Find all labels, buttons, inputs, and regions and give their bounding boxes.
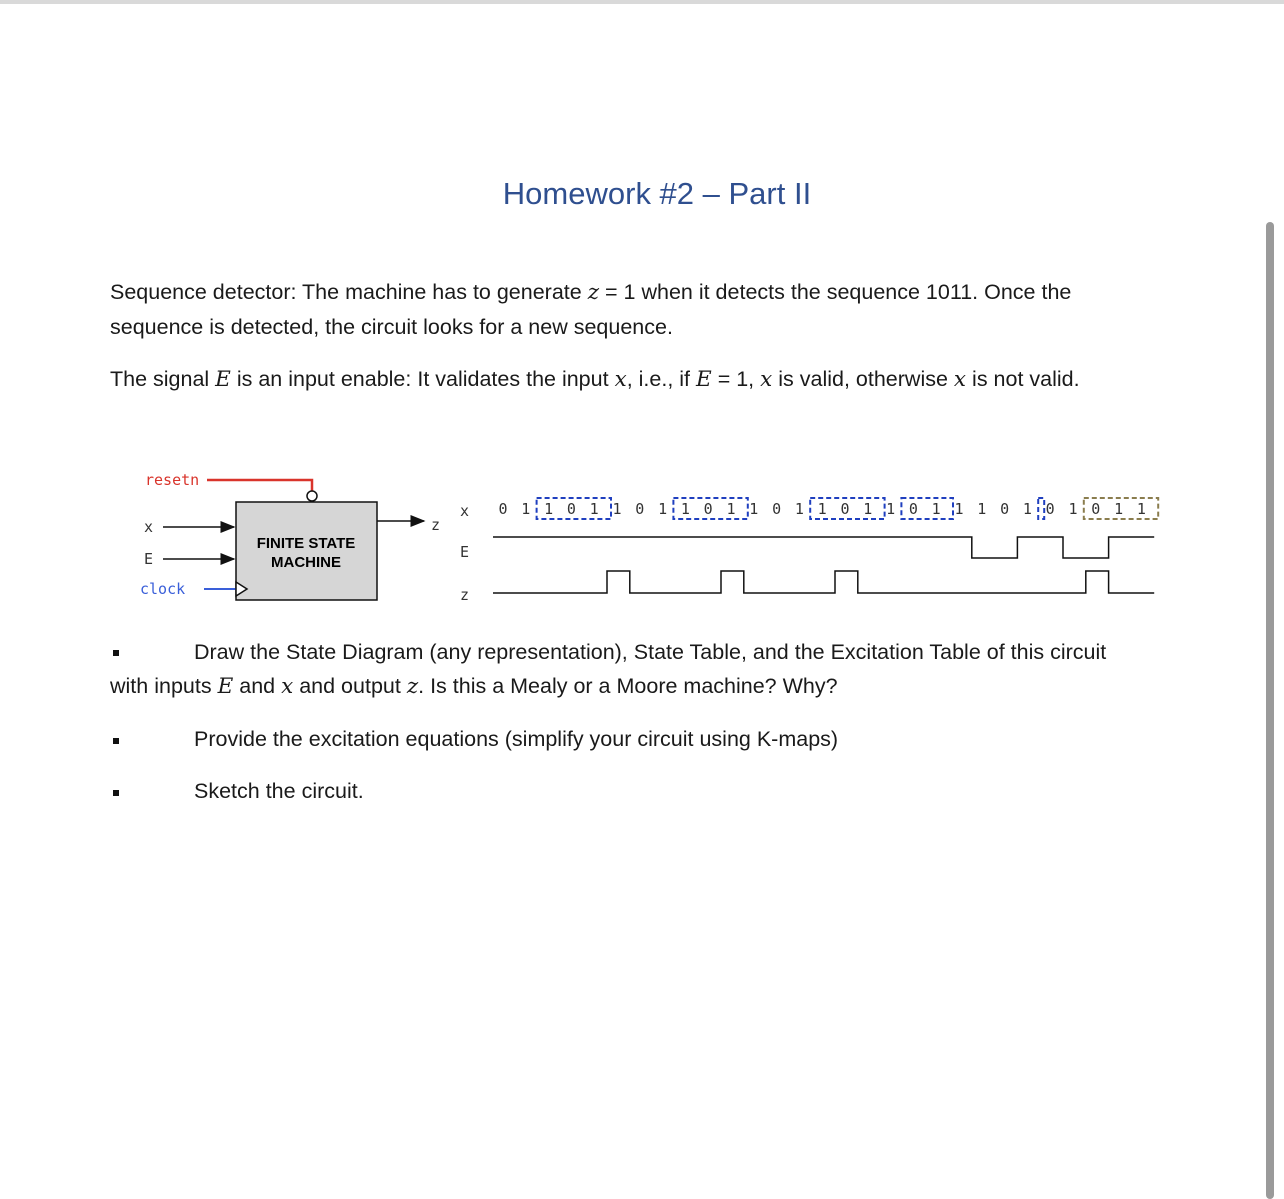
x-bit-value: 1: [521, 500, 531, 518]
sequence-highlight-box: [1038, 498, 1044, 519]
E-waveform: [493, 537, 1154, 558]
page-title: Homework #2 – Part II: [502, 176, 812, 211]
fsm-title-line2: MACHINE: [271, 554, 341, 571]
x-bit-value: 1: [931, 500, 941, 518]
var-E: E: [215, 367, 231, 392]
intro-text: is an input enable: It validates the input: [230, 367, 615, 391]
z-waveform: [493, 571, 1154, 593]
bullet-icon: [113, 650, 119, 656]
x-bit-value: 0: [908, 500, 918, 518]
x-bit-value: 0: [772, 500, 782, 518]
var-x: x: [953, 367, 967, 392]
var-E: E: [696, 367, 712, 392]
x-bit-value: 0: [566, 500, 576, 518]
intro-text: is not valid.: [966, 367, 1080, 391]
var-x: x: [614, 367, 627, 392]
x-bit-value: 1: [977, 500, 987, 518]
z-output-label: z: [431, 516, 441, 534]
x-bit-value: 1: [863, 500, 873, 518]
x-bit-value: 1: [954, 500, 964, 518]
x-bit-value: 1: [817, 500, 827, 518]
timing-x-label: x: [460, 502, 470, 520]
var-x: x: [281, 674, 294, 699]
timing-z-label: z: [460, 586, 470, 604]
x-bit-value: 1: [1114, 500, 1124, 518]
intro-text: = 1 when it detects the sequence 1011. Once the: [599, 280, 1072, 304]
task-1-line-2: [110, 669, 838, 704]
x-bit-value: 1: [726, 500, 736, 518]
x-bit-value: 1: [1022, 500, 1032, 518]
x-bit-value: 0: [1091, 500, 1101, 518]
resetn-label: resetn: [145, 471, 200, 489]
fsm-title-line1: FINITE STATE: [256, 535, 356, 552]
x-bit-value: 0: [1000, 500, 1010, 518]
x-input-label: x: [144, 518, 154, 536]
x-bit-value: 0: [840, 500, 850, 518]
task-text: and output: [293, 674, 407, 698]
E-input-label: E: [144, 550, 154, 568]
x-bit-value: 1: [544, 500, 554, 518]
x-bit-value: 0: [635, 500, 645, 518]
x-bit-value: 0: [703, 500, 713, 518]
var-E: E: [217, 674, 234, 699]
bullet-icon: [113, 790, 119, 796]
x-bit-value: 1: [680, 500, 690, 518]
var-z: z: [406, 674, 419, 699]
intro-text: Sequence detector: The machine has to generate: [110, 280, 588, 304]
intro-text: , i.e., if: [626, 367, 697, 391]
task-text: with inputs: [110, 674, 218, 698]
task-1-line-1: Draw the State Diagram (any representation), State Table, and the Excitation Table of this circuit: [194, 640, 1107, 664]
intro-text: is valid, otherwise: [772, 367, 954, 391]
clock-label: clock: [140, 580, 186, 598]
timing-E-label: E: [460, 543, 470, 561]
intro-text: = 1,: [711, 367, 761, 391]
x-bit-value: 1: [1136, 500, 1146, 518]
x-bit-value: 1: [612, 500, 622, 518]
x-bit-value: 1: [589, 500, 599, 518]
intro-text: sequence is detected, the circuit looks for a new sequence.: [110, 315, 673, 339]
x-bit-value: 1: [886, 500, 896, 518]
task-3: Sketch the circuit.: [194, 779, 364, 803]
x-bit-value: 1: [749, 500, 759, 518]
x-bit-value: 0: [1045, 500, 1055, 518]
x-bit-value: 1: [658, 500, 668, 518]
x-bit-value: 1: [1068, 500, 1078, 518]
task-text: and: [233, 674, 282, 698]
bullet-icon: [113, 738, 119, 744]
intro-text: The signal: [110, 367, 216, 391]
var-z: z: [587, 280, 600, 305]
x-bit-value: 1: [794, 500, 804, 518]
x-bit-value: 0: [498, 500, 508, 518]
task-text: . Is this a Mealy or a Moore machine? Why?: [418, 674, 838, 698]
var-x: x: [760, 367, 773, 392]
task-2: Provide the excitation equations (simplify your circuit using K-maps): [194, 727, 839, 751]
